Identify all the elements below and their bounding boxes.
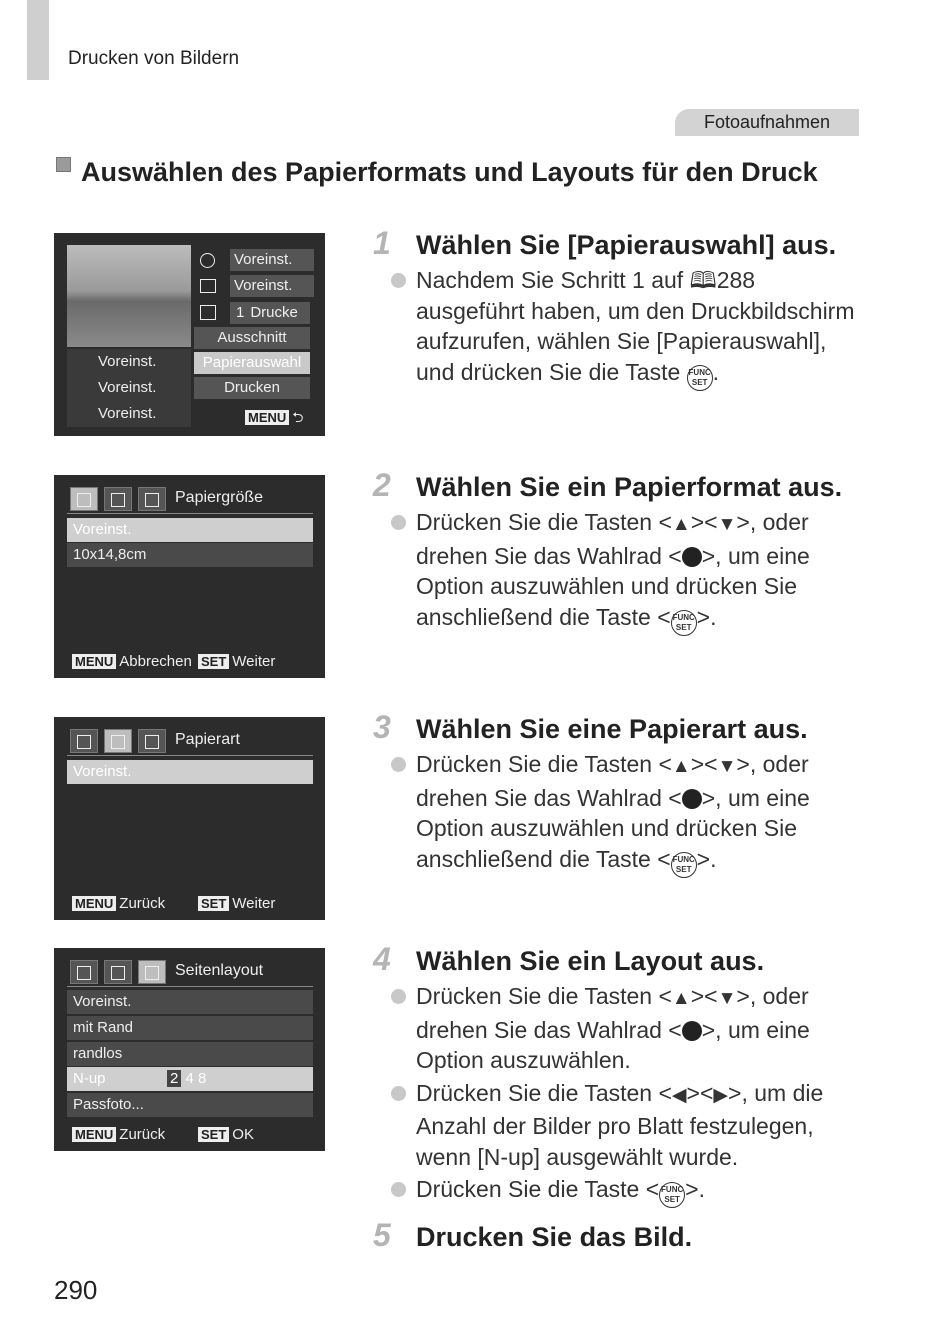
- camera-screen-print: [54, 233, 325, 436]
- down-arrow-icon: ▼: [717, 988, 737, 1009]
- menu-item: Ausschnitt: [194, 327, 310, 349]
- next-label: OK: [232, 1126, 254, 1143]
- up-arrow-icon: ▲: [671, 756, 691, 777]
- back-label: Abbrechen: [119, 653, 192, 670]
- left-item: Voreinst.: [98, 353, 157, 370]
- option-row-selected: Voreinst.: [67, 760, 313, 784]
- down-arrow-icon: ▼: [717, 756, 737, 777]
- step-bullet: Drücken Sie die Tasten <▲><▼>, oder drehen Sie das Wahlrad < >, um eine Option auszuwählen und drücken Sie anschließend die Taste < FUNC SET >.: [416, 507, 856, 636]
- mode-tag: Fotoaufnahmen: [675, 109, 859, 136]
- page-title: Auswählen des Papierformats und Layouts für den Druck: [81, 157, 818, 187]
- tab-paper-size: [70, 729, 98, 753]
- screen-tabs: [67, 485, 313, 514]
- footer-next: [198, 653, 275, 670]
- copies-icon: [200, 305, 216, 320]
- tab-paper-type: [104, 729, 132, 753]
- camera-screen-layout: [54, 948, 325, 1151]
- tab-layout: [138, 487, 166, 511]
- option-row: mit Rand: [67, 1016, 313, 1040]
- bullet-icon: [391, 515, 406, 530]
- screen-tabs: [67, 958, 313, 987]
- tab-layout: [138, 729, 166, 753]
- return-icon: ⮌: [292, 409, 304, 425]
- date-icon: [200, 253, 215, 268]
- page-ref: 288: [716, 267, 756, 293]
- left-item: Voreinst.: [98, 379, 157, 396]
- next-label: Weiter: [232, 653, 276, 670]
- section-header: Drucken von Bildern: [68, 48, 240, 69]
- copies-label: Drucke: [250, 304, 298, 321]
- footer-next: [198, 1126, 254, 1143]
- step-title: Wählen Sie ein Layout aus.: [416, 946, 765, 976]
- set-key: SET: [198, 896, 229, 911]
- up-arrow-icon: ▲: [671, 514, 691, 535]
- step-1: [373, 225, 873, 391]
- option-row: 10x14,8cm: [67, 543, 313, 567]
- option-row-selected: Voreinst.: [67, 518, 313, 542]
- header-sidebar-strip: [27, 0, 49, 80]
- screen-title: Papierart: [175, 731, 240, 748]
- control-dial-icon: [682, 547, 702, 567]
- screen-title: Seitenlayout: [175, 962, 264, 979]
- menu-item: Voreinst.: [230, 249, 314, 271]
- step-title: Drucken Sie das Bild.: [416, 1222, 693, 1252]
- step-number: 4: [373, 941, 391, 977]
- footer-next: [198, 895, 275, 912]
- nup-value: 8: [198, 1070, 207, 1087]
- control-dial-icon: [682, 789, 702, 809]
- menu-key: MENU: [72, 1127, 116, 1142]
- step-title: Wählen Sie [Papierauswahl] aus.: [416, 230, 837, 260]
- left-arrow-icon: ◀: [671, 1084, 687, 1106]
- back-label: Zurück: [119, 1126, 166, 1143]
- nup-value-selected: 2: [167, 1070, 181, 1087]
- step-number: 5: [373, 1217, 391, 1253]
- nup-values: [167, 1067, 206, 1091]
- step-title: Wählen Sie eine Papierart aus.: [416, 714, 808, 744]
- step-bullet: Drücken Sie die Taste < FUNC SET >.: [416, 1174, 856, 1208]
- set-key: SET: [198, 1127, 229, 1142]
- step-number: 1: [373, 225, 391, 261]
- step-4: [373, 941, 873, 1208]
- control-dial-icon: [682, 1021, 702, 1041]
- step-title: Wählen Sie ein Papierformat aus.: [416, 472, 843, 502]
- menu-key: MENU: [72, 654, 116, 669]
- option-row-selected: [67, 1067, 313, 1091]
- camera-screen-paper-size: [54, 475, 325, 678]
- bullet-text: .: [712, 358, 720, 385]
- func-set-icon: FUNC SET: [687, 365, 713, 391]
- bullet-text: ausgeführt haben, um den Druckbildschirm aufzurufen, wählen Sie [Papierauswahl], und drücken Sie die Taste: [416, 297, 855, 385]
- step-bullet: [416, 265, 856, 391]
- next-label: Weiter: [232, 895, 276, 912]
- screen-title: Papiergröße: [175, 489, 264, 506]
- menu-item-selected: Papierauswahl: [194, 352, 310, 374]
- func-set-icon: FUNC SET: [659, 1182, 685, 1208]
- step-bullet: Drücken Sie die Tasten <◀><▶>, um die Anzahl der Bilder pro Blatt festzulegen, wenn [N-up] ausgewählt wurde.: [416, 1078, 856, 1173]
- func-set-icon: FUNC SET: [671, 852, 697, 878]
- menu-back: [245, 407, 304, 431]
- menu-item: Drucken: [194, 377, 310, 399]
- screen-tabs: [67, 727, 313, 756]
- footer-back: [72, 895, 165, 912]
- menu-key: MENU: [245, 410, 289, 425]
- option-row: randlos: [67, 1042, 313, 1066]
- title-marker-icon: [56, 157, 71, 172]
- bullet-icon: [391, 989, 406, 1004]
- option-row: Voreinst.: [67, 990, 313, 1014]
- right-arrow-icon: ▶: [713, 1084, 729, 1106]
- nup-value: 4: [185, 1070, 194, 1087]
- step-number: 3: [373, 709, 391, 745]
- left-item: Voreinst.: [98, 405, 157, 422]
- file-icon: [200, 279, 216, 293]
- tab-paper-type: [104, 960, 132, 984]
- step-number: 2: [373, 467, 391, 503]
- step-2: [373, 467, 873, 636]
- book-ref-icon: 🕮: [689, 267, 717, 293]
- func-set-icon: FUNC SET: [671, 610, 697, 636]
- step-3: [373, 709, 873, 878]
- bullet-icon: [391, 757, 406, 772]
- set-key: SET: [198, 654, 229, 669]
- back-label: Zurück: [119, 895, 166, 912]
- down-arrow-icon: ▼: [717, 514, 737, 535]
- menu-key: MENU: [72, 896, 116, 911]
- footer-back: [72, 653, 192, 670]
- bullet-icon: [391, 1086, 406, 1101]
- copies-count: 1: [236, 304, 245, 321]
- bullet-icon: [391, 273, 406, 288]
- step-bullet: Drücken Sie die Tasten <▲><▼>, oder drehen Sie das Wahlrad < >, um eine Option auszuwählen und drücken Sie anschließend die Taste < FUNC SET >.: [416, 749, 856, 878]
- up-arrow-icon: ▲: [671, 988, 691, 1009]
- bullet-text: Nachdem Sie Schritt 1 auf: [416, 267, 690, 293]
- tab-paper-size: [70, 960, 98, 984]
- photo-thumbnail: [67, 245, 191, 347]
- tab-layout: [138, 960, 166, 984]
- nup-label: N-up: [73, 1070, 106, 1087]
- bullet-icon: [391, 1182, 406, 1197]
- menu-item-copies: [230, 302, 310, 324]
- tab-paper-type: [104, 487, 132, 511]
- camera-screen-paper-type: [54, 717, 325, 920]
- option-row: Passfoto...: [67, 1093, 313, 1117]
- menu-item: Voreinst.: [230, 275, 314, 297]
- page-number: 290: [54, 1275, 98, 1305]
- step-bullet: Drücken Sie die Tasten <▲><▼>, oder drehen Sie das Wahlrad < >, um eine Option auszuwählen.: [416, 981, 856, 1076]
- tab-paper-size: [70, 487, 98, 511]
- step-5: [373, 1217, 873, 1255]
- footer-back: [72, 1126, 165, 1143]
